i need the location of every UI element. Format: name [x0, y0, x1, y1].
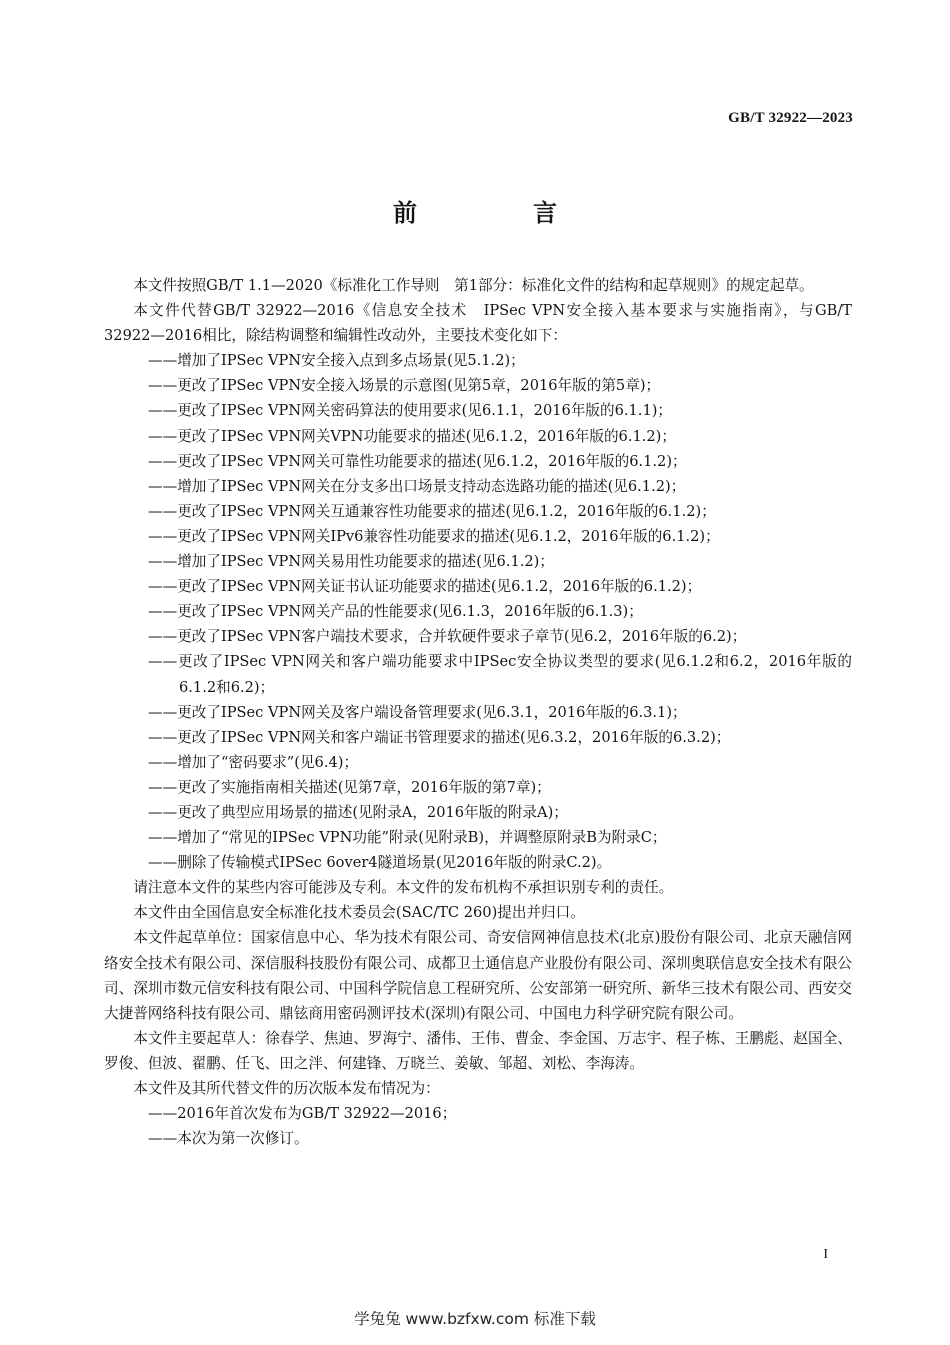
paragraph: 本文件按照GB/T 1.1—2020《标准化工作导则 第1部分：标准化文件的结构和起草规则》的规定起草。 [133, 277, 814, 294]
change-item: ——更改了IPSec VPN网关VPN功能要求的描述(见6.1.2，2016年版的6.1.2)； [148, 427, 676, 445]
page-number: I [823, 1247, 828, 1262]
change-item: ——更改了IPSec VPN网关可靠性功能要求的描述(见6.1.2，2016年版的6.1.2)； [148, 452, 687, 470]
change-item: ——增加了“常见的IPSec VPN功能”附录(见附录B)，并调整原附录B为附录C； [148, 829, 667, 847]
paragraph: 本文件代替GB/T 32922—2016《信息安全技术 IPSec VPN安全接入基本要求与实施指南》，与GB/T 32922—2016相比，除结构调整和编辑性改动外，主要技术变化如下： [104, 302, 852, 345]
change-item: ——更改了IPSec VPN客户端技术要求，合并软硬件要求子章节(见6.2，2016年版的6.2)； [148, 628, 747, 646]
patent-notice: 请注意本文件的某些内容可能涉及专利。本文件的发布机构不承担识别专利的责任。 [133, 879, 674, 897]
change-item: ——增加了IPSec VPN网关易用性功能要求的描述(见6.1.2)； [148, 553, 554, 571]
change-item: ——更改了IPSec VPN网关证书认证功能要求的描述(见6.1.2，2016年版的6.1.2)； [148, 578, 702, 596]
change-item: ——更改了IPSec VPN网关和客户端证书管理要求的描述(见6.3.2，2016年版的6.3.2)； [148, 728, 731, 746]
change-item: ——更改了IPSec VPN网关及客户端设备管理要求(见6.3.1，2016年版的6.3.1)； [148, 703, 687, 721]
change-item: ——更改了典型应用场景的描述(见附录A，2016年版的附录A)； [148, 803, 568, 821]
change-item: ——删除了传输模式IPSec 6over4隧道场景(见2016年版的附录C.2)。 [148, 854, 612, 872]
page-title: 前 言 [393, 199, 603, 227]
history-item: ——2016年首次发布为GB/T 32922—2016； [148, 1105, 457, 1123]
change-item: ——更改了IPSec VPN网关互通兼容性功能要求的描述(见6.1.2，2016年版的6.1.2)； [148, 502, 716, 520]
history-intro: 本文件及其所代替文件的历次版本发布情况为： [133, 1080, 440, 1097]
change-item: ——更改了IPSec VPN网关密码算法的使用要求(见6.1.1，2016年版的6.1.1)； [148, 402, 673, 420]
site-watermark: 学兔兔 www.bzfxw.com 标准下载 [354, 1310, 596, 1328]
change-item: ——更改了实施指南相关描述(见第7章，2016年版的第7章)； [148, 778, 551, 796]
standard-code: GB/T 32922—2023 [728, 110, 853, 126]
change-item: ——更改了IPSec VPN网关和客户端功能要求中IPSec安全协议类型的要求(见6.1.2和6.2，2016年版的6.1.2和6.2)； [148, 653, 852, 696]
change-item: ——增加了IPSec VPN安全接入点到多点场景(见5.1.2)； [148, 352, 525, 370]
drafters-paragraph: 本文件主要起草人：徐春学、焦迪、罗海宁、潘伟、王伟、曹金、李金国、万志宇、程子栋、王鹏彪、赵国全、罗俊、但波、翟鹏、任飞、田之泮、何建锋、万晓兰、姜敏、邹超、刘松、李海涛。 [104, 1029, 852, 1072]
drafting-units-paragraph: 本文件起草单位：国家信息中心、华为技术有限公司、奇安信网神信息技术(北京)股份有限公司、北京天融信网络安全技术有限公司、深信服科技股份有限公司、成都卫士通信息产业股份有限公司、深圳奥联信息安全技术有限公司、深圳市数元信安科技有限公司、中国科学院信息工程研究所、公安部第一研究所、新华三技术有限公司、西安交大捷普网络科技有限公司、鼎铉商用密码测评技术(深圳)有限公司、中国电力科学研究院有限公司。 [104, 929, 852, 1022]
change-item: ——增加了IPSec VPN网关在分支多出口场景支持动态选路功能的描述(见6.1.2)； [148, 477, 686, 495]
document-body [104, 273, 852, 1151]
change-item: ——更改了IPSec VPN网关产品的性能要求(见6.1.3，2016年版的6.1.3)； [148, 603, 643, 621]
proposer-paragraph: 本文件由全国信息安全标准化技术委员会(SAC/TC 260)提出并归口。 [133, 904, 585, 922]
change-item: ——更改了IPSec VPN网关IPv6兼容性功能要求的描述(见6.1.2，2016年版的6.1.2)； [148, 527, 720, 545]
change-item: ——更改了IPSec VPN安全接入场景的示意图(见第5章，2016年版的第5章)； [148, 377, 661, 395]
history-item: ——本次为第一次修订。 [148, 1130, 309, 1148]
change-item: ——增加了“密码要求”(见6.4)； [148, 753, 359, 771]
